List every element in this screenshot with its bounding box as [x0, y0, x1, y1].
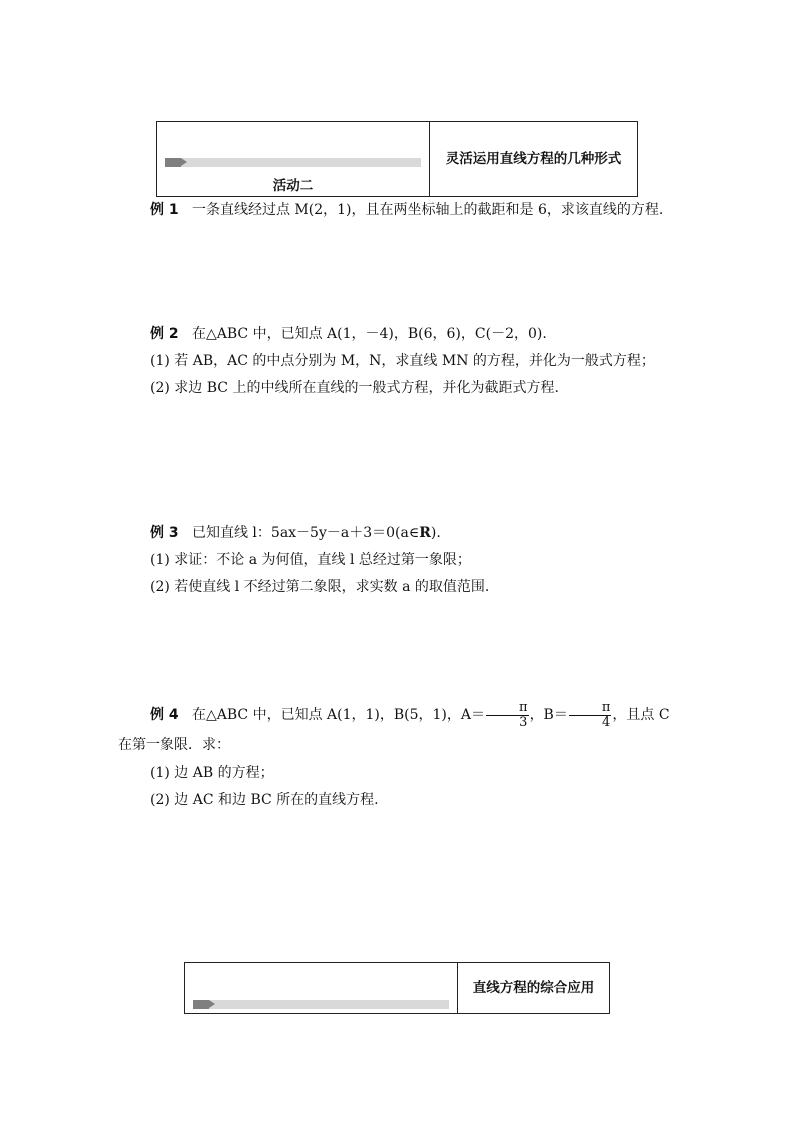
example-3-text-bold: R — [419, 525, 431, 541]
example-4-text-a: 在△ABC 中，已知点 A(1，1)，B(5，1)，A＝ — [191, 707, 486, 723]
example-3-q1: (1) 求证：不论 a 为何值，直线 l 总经过第一象限； — [150, 552, 471, 568]
example-2-q1: (1) 若 AB，AC 的中点分别为 M，N，求直线 MN 的方程，并化为一般式方程； — [150, 353, 655, 369]
example-2-label: 例 2 — [150, 326, 179, 342]
example-3-q2: (2) 若使直线 l 不经过第二象限，求实数 a 的取值范围. — [150, 579, 490, 595]
example-1 — [118, 197, 676, 224]
activity-header-box — [156, 121, 638, 197]
example-3 — [118, 520, 676, 601]
example-3-text-a: 已知直线 l：5ax－5y－a＋3＝0(a∈ — [191, 525, 420, 541]
example-2-q2: (2) 求边 BC 上的中线所在直线的一般式方程，并化为截距式方程. — [150, 380, 559, 396]
activity-title: 灵活运用直线方程的几种形式 — [445, 151, 622, 167]
example-2-text: 在△ABC 中，已知点 A(1，－4)，B(6，6)，C(－2，0). — [191, 326, 547, 342]
example-3-text-b: ). — [430, 525, 441, 541]
example-4-text-b: ，B＝ — [529, 707, 568, 723]
section-header-2-left — [185, 963, 458, 1013]
fraction-pi-over-3: $\frac{\pi}{3}$ — [486, 701, 529, 730]
activity-header-left — [157, 122, 430, 196]
example-3-label: 例 3 — [150, 525, 179, 541]
section-2-title: 直线方程的综合应用 — [472, 980, 595, 996]
example-4-q2: (2) 边 AC 和边 BC 所在的直线方程. — [150, 792, 379, 808]
activity-label: 活动二 — [272, 178, 314, 194]
progress-bar-2 — [193, 1000, 449, 1009]
section-header-box-2 — [184, 962, 610, 1014]
example-1-text: 一条直线经过点 M(2，1)，且在两坐标轴上的截距和是 6，求该直线的方程. — [191, 202, 664, 218]
example-4-label: 例 4 — [150, 707, 179, 723]
example-2 — [118, 321, 676, 402]
example-4-text-c: ，且点 C 在第一象限．求： — [118, 707, 670, 753]
example-1-label: 例 1 — [150, 202, 179, 218]
progress-bar — [165, 158, 421, 167]
fraction-pi-over-4: $\frac{\pi}{4}$ — [569, 701, 612, 730]
example-4 — [118, 700, 676, 814]
example-4-q1: (1) 边 AB 的方程； — [150, 765, 274, 781]
